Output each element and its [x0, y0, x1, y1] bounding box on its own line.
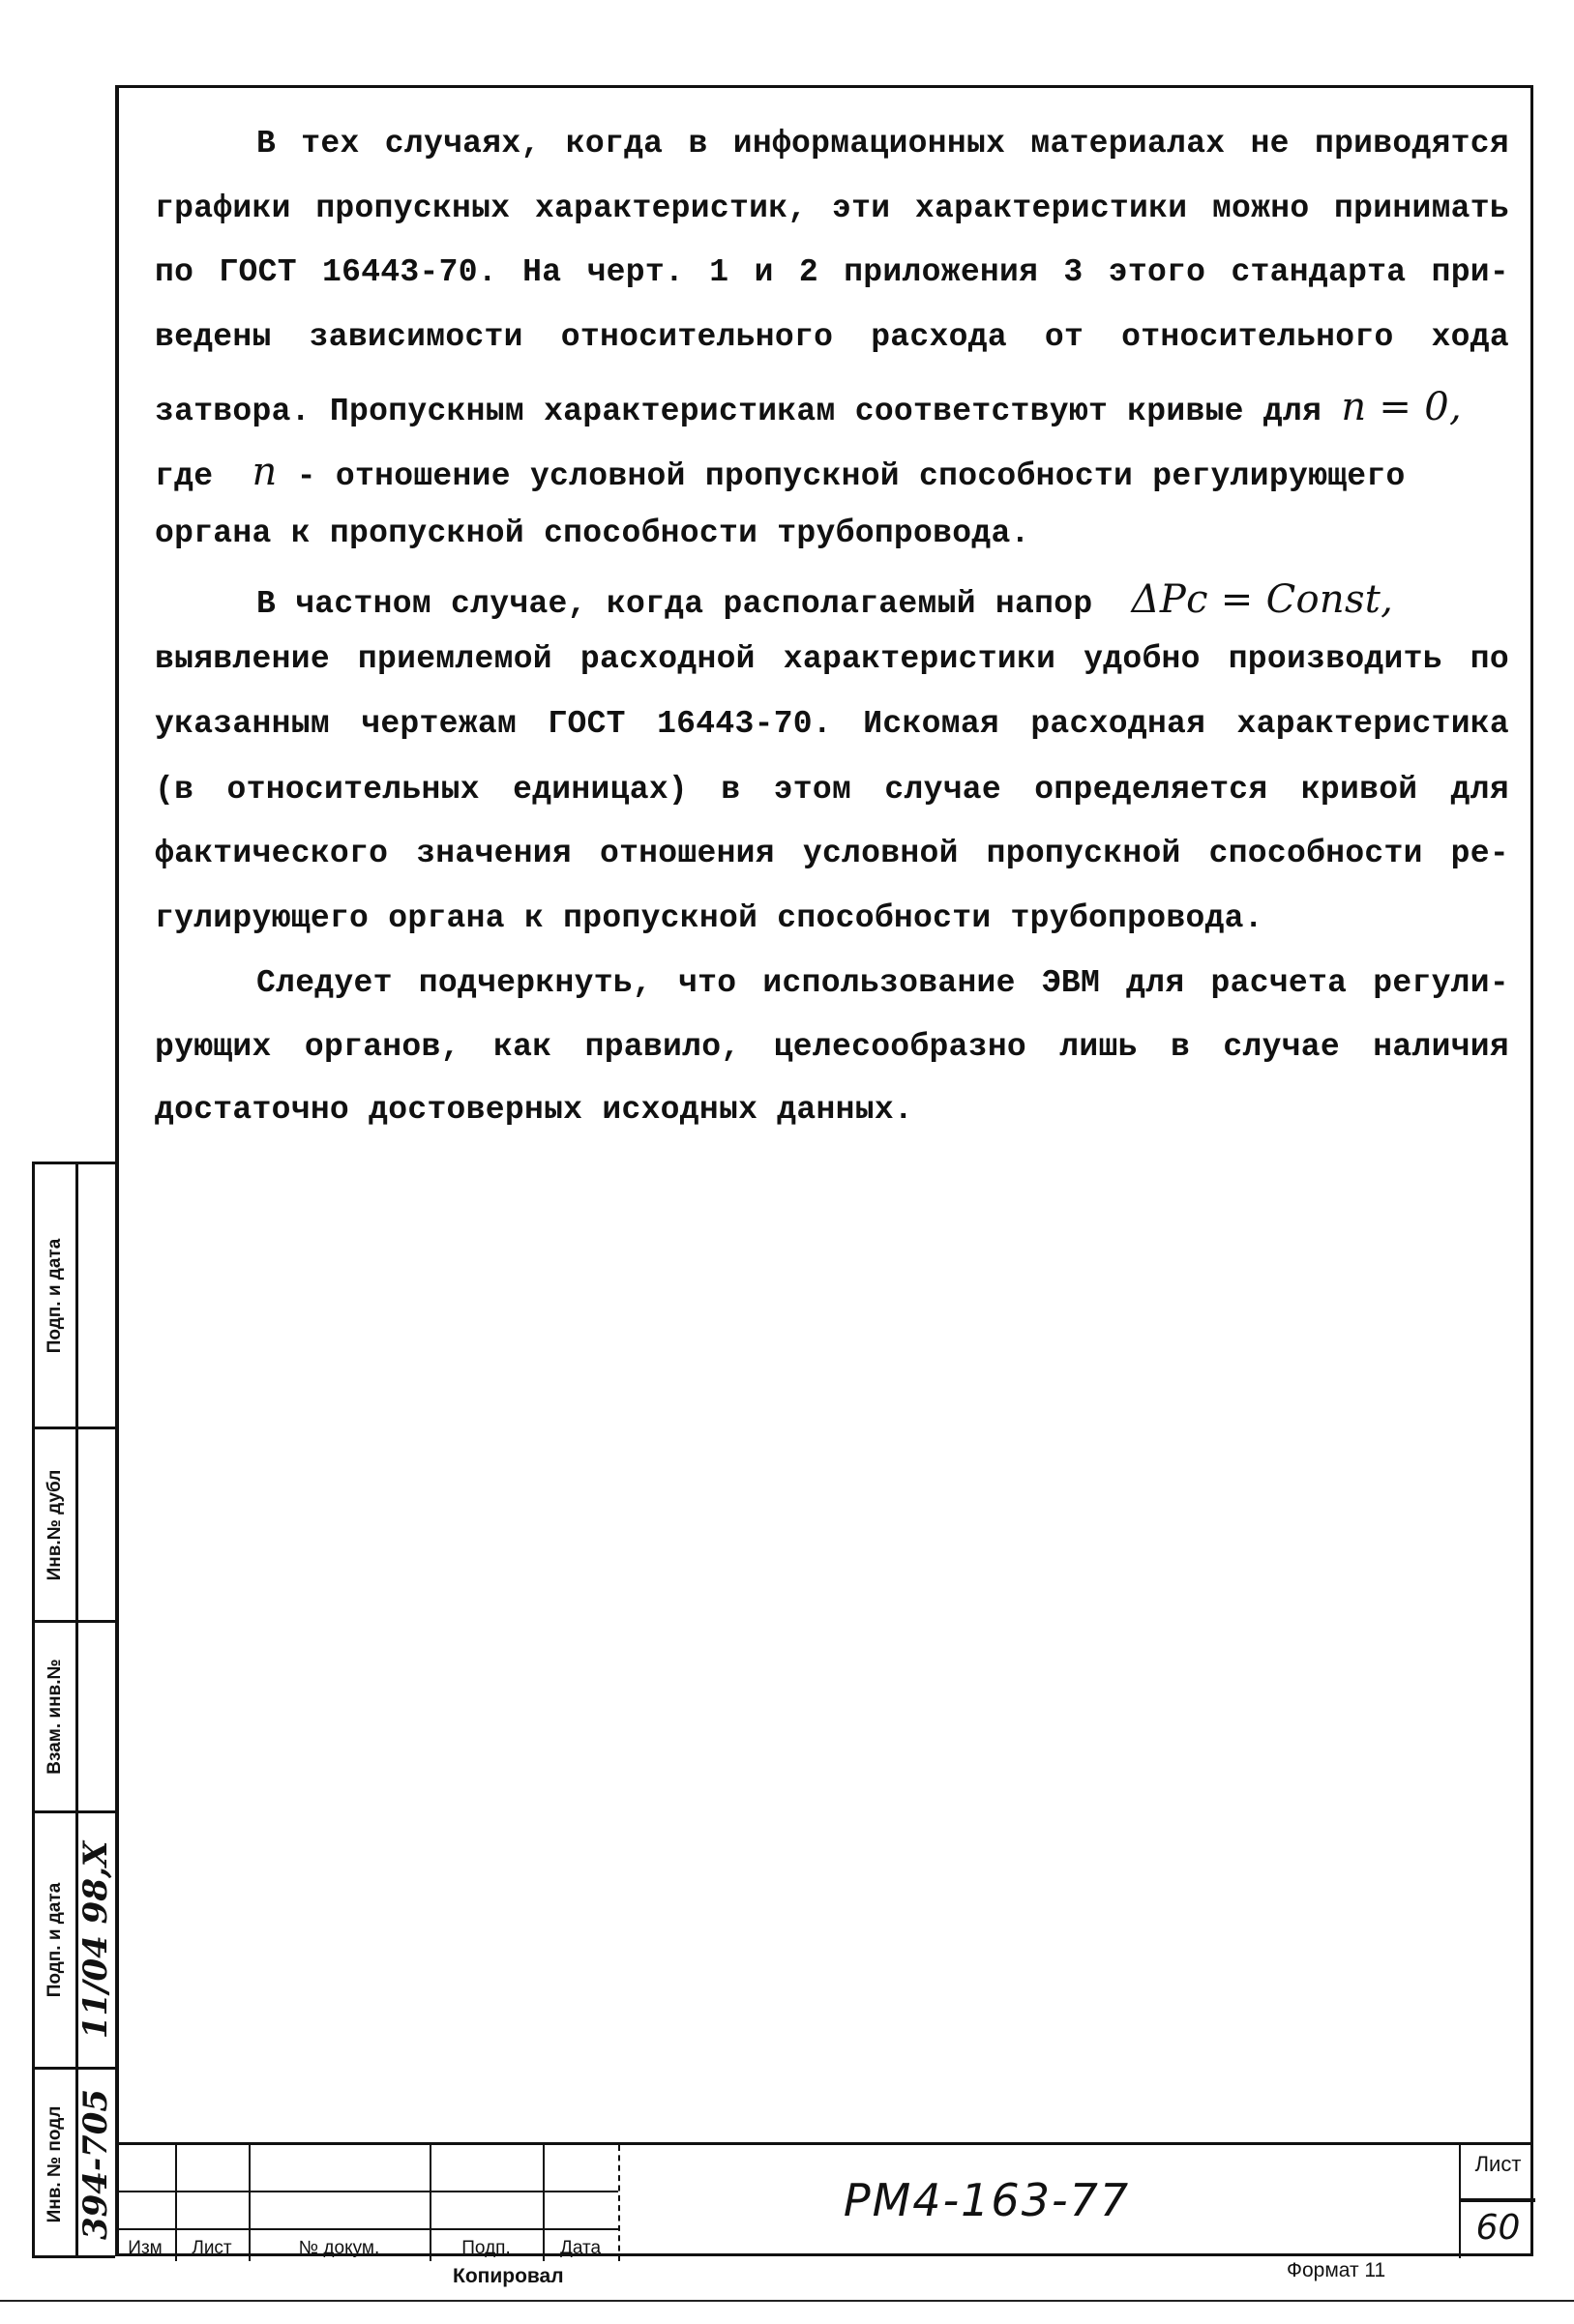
- text-fragment: В частном случае, когда располагаемый напор: [256, 586, 1093, 622]
- text-fragment: - отношение условной пропускной способности регулирующего: [296, 458, 1406, 494]
- stamp-cell: [35, 2070, 115, 2258]
- sheet-box: [1459, 2142, 1535, 2258]
- sheet-label: Лист: [1474, 2152, 1522, 2176]
- stamp-cell: [35, 1623, 115, 1813]
- formula-delta-p: ΔPc = Const,: [1131, 577, 1394, 622]
- text-line: гулирующего органа к пропускной способности трубопровода.: [155, 900, 1263, 936]
- text-fragment: где: [155, 458, 214, 494]
- column-label: Лист: [192, 2238, 232, 2258]
- text-line: [155, 450, 1509, 494]
- bottom-rule: [0, 2300, 1574, 2302]
- text-line: [155, 385, 1509, 429]
- text-line: графики пропускных характеристик, эти характеристики можно принимать: [155, 191, 1509, 226]
- text-line: (в относительных единицах) в этом случае определяется кривой для: [155, 772, 1509, 808]
- column-label: Дата: [559, 2238, 602, 2258]
- column-label: № докум.: [298, 2238, 380, 2258]
- text-line: рующих органов, как правило, целесообразно лишь в случае наличия: [155, 1029, 1509, 1065]
- stamp-label: Инв. № подл: [45, 2105, 65, 2222]
- stamp-value: 394-705: [75, 2088, 115, 2240]
- text-line: фактического значения отношения условной пропускной способности ре-: [155, 836, 1509, 871]
- formula-n: n: [252, 450, 278, 494]
- stamp-label: Подп. и дата: [45, 1238, 65, 1353]
- text-line: указанным чертежам ГОСТ 16443-70. Искомая расходная характеристика: [155, 706, 1509, 742]
- format-label: Формат 11: [1287, 2259, 1386, 2281]
- side-stamp: [32, 1162, 115, 2258]
- sheet-number: 60: [1461, 2198, 1535, 2248]
- copied-label: Копировал: [453, 2265, 564, 2287]
- text-line: Следует подчеркнуть, что использование ЭВМ для расчета регули-: [256, 965, 1509, 1001]
- column-label: Подп.: [461, 2238, 511, 2258]
- text-line: по ГОСТ 16443-70. На черт. 1 и 2 приложения 3 этого стандарта при-: [155, 254, 1509, 290]
- text-line: достаточно достоверных исходных данных.: [155, 1092, 914, 1128]
- text-line: [256, 577, 1509, 622]
- stamp-label: Инв.№ дубл: [45, 1469, 65, 1580]
- stamp-signature: 11/04 98,X: [75, 1840, 115, 2040]
- text-line: выявление приемлемой расходной характеристики удобно производить по: [155, 641, 1509, 677]
- text-line: В тех случаях, когда в информационных материалах не приводятся: [256, 126, 1509, 162]
- formula-n-equals-zero: n = 0,: [1341, 385, 1462, 429]
- stamp-label: Взам. инв.№: [45, 1659, 65, 1775]
- text-line: ведены зависимости относительного расхода от относительного хода: [155, 319, 1509, 355]
- column-label: Изм: [128, 2238, 163, 2258]
- stamp-cell: [35, 1813, 115, 2070]
- stamp-cell: [35, 1164, 115, 1429]
- text-line: органа к пропускной способности трубопровода.: [155, 515, 1030, 551]
- stamp-label: Подп. и дата: [45, 1882, 65, 1998]
- stamp-cell: [35, 1429, 115, 1623]
- text-fragment: затвора. Пропускным характеристикам соответствуют кривые для: [155, 394, 1322, 429]
- document-number: РМ4-163-77: [843, 2174, 1131, 2226]
